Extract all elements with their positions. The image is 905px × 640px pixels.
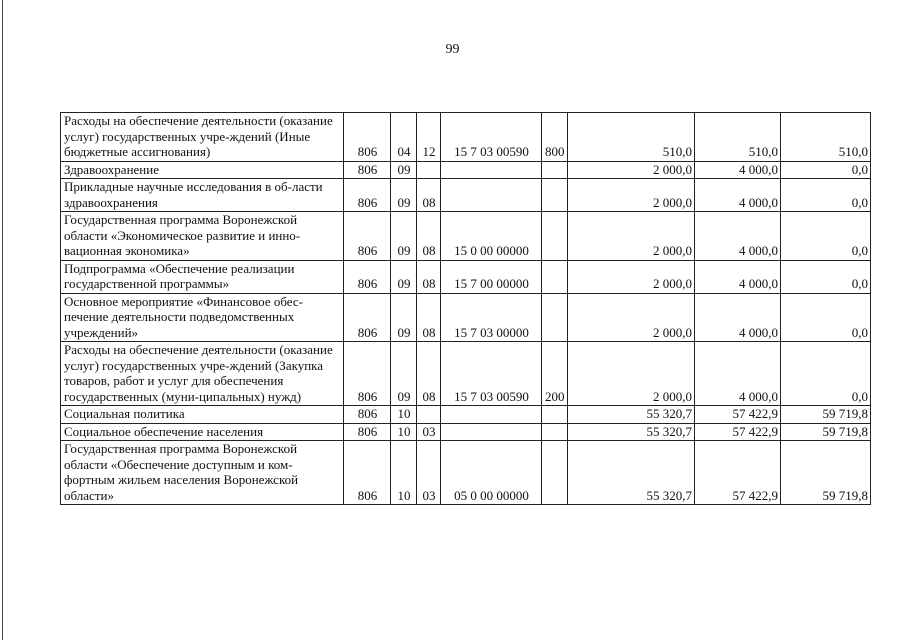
cell-subsection: 08: [417, 179, 441, 212]
cell-expense-type: [542, 423, 568, 441]
cell-section: 10: [391, 406, 417, 424]
cell-expense-type: 800: [542, 113, 568, 162]
cell-amount-2: 57 422,9: [695, 423, 781, 441]
table-body: [61, 113, 871, 505]
row-name: Государственная программа Воронежской области «Экономическое развитие и инно-вационная экономика»: [61, 212, 344, 261]
cell-section: 04: [391, 113, 417, 162]
cell-expense-type: [542, 260, 568, 293]
cell-amount-2: 4 000,0: [695, 179, 781, 212]
cell-grbs: 806: [344, 342, 391, 406]
cell-subsection: 08: [417, 293, 441, 342]
cell-grbs: 806: [344, 441, 391, 505]
cell-subsection: 08: [417, 342, 441, 406]
cell-section: 10: [391, 441, 417, 505]
table-row: [61, 406, 871, 424]
cell-amount-3: 0,0: [781, 342, 871, 406]
cell-section: 09: [391, 179, 417, 212]
table-row: [61, 113, 871, 162]
row-name: Прикладные научные исследования в об-ласти здравоохранения: [61, 179, 344, 212]
cell-grbs: 806: [344, 179, 391, 212]
cell-target-article: 15 7 03 00000: [441, 293, 542, 342]
cell-subsection: 03: [417, 441, 441, 505]
cell-expense-type: [542, 179, 568, 212]
cell-target-article: 15 7 03 00590: [441, 113, 542, 162]
row-name: Расходы на обеспечение деятельности (оказание услуг) государственных учре-ждений (Закупка товаров, работ и услуг для обеспечения государственных (муни-ципальных) нужд): [61, 342, 344, 406]
cell-target-article: 15 7 00 00000: [441, 260, 542, 293]
cell-amount-2: 510,0: [695, 113, 781, 162]
cell-amount-3: 59 719,8: [781, 441, 871, 505]
cell-amount-1: 2 000,0: [568, 293, 695, 342]
cell-grbs: 806: [344, 406, 391, 424]
page-left-edge: [2, 0, 3, 640]
cell-amount-1: 2 000,0: [568, 161, 695, 179]
table-row: [61, 260, 871, 293]
cell-amount-3: 0,0: [781, 161, 871, 179]
table-row: [61, 179, 871, 212]
row-name: Социальная политика: [61, 406, 344, 424]
cell-amount-3: 0,0: [781, 179, 871, 212]
cell-amount-1: 2 000,0: [568, 179, 695, 212]
cell-amount-3: 0,0: [781, 293, 871, 342]
cell-grbs: 806: [344, 161, 391, 179]
page-number: 99: [445, 42, 460, 57]
cell-expense-type: 200: [542, 342, 568, 406]
row-name: Подпрограмма «Обеспечение реализации государственной программы»: [61, 260, 344, 293]
cell-expense-type: [542, 406, 568, 424]
cell-target-article: 05 0 00 00000: [441, 441, 542, 505]
cell-amount-2: 4 000,0: [695, 260, 781, 293]
cell-subsection: [417, 406, 441, 424]
cell-grbs: 806: [344, 293, 391, 342]
cell-amount-3: 59 719,8: [781, 406, 871, 424]
cell-amount-2: 57 422,9: [695, 406, 781, 424]
cell-subsection: 12: [417, 113, 441, 162]
cell-amount-1: 2 000,0: [568, 342, 695, 406]
cell-amount-1: 2 000,0: [568, 212, 695, 261]
table-row: [61, 342, 871, 406]
cell-subsection: 08: [417, 212, 441, 261]
cell-target-article: 15 7 03 00590: [441, 342, 542, 406]
table-row: [61, 161, 871, 179]
cell-amount-3: 0,0: [781, 260, 871, 293]
cell-amount-2: 57 422,9: [695, 441, 781, 505]
cell-amount-3: 0,0: [781, 212, 871, 261]
cell-expense-type: [542, 441, 568, 505]
cell-target-article: [441, 161, 542, 179]
cell-subsection: 08: [417, 260, 441, 293]
cell-grbs: 806: [344, 423, 391, 441]
cell-target-article: [441, 423, 542, 441]
cell-section: 09: [391, 342, 417, 406]
cell-expense-type: [542, 161, 568, 179]
cell-amount-2: 4 000,0: [695, 212, 781, 261]
row-name: Государственная программа Воронежской области «Обеспечение доступным и ком-фортным жильем населения Воронежской области»: [61, 441, 344, 505]
cell-section: 09: [391, 212, 417, 261]
cell-amount-2: 4 000,0: [695, 293, 781, 342]
cell-amount-1: 55 320,7: [568, 406, 695, 424]
cell-expense-type: [542, 293, 568, 342]
cell-target-article: [441, 406, 542, 424]
cell-grbs: 806: [344, 260, 391, 293]
cell-amount-3: 59 719,8: [781, 423, 871, 441]
cell-amount-1: 510,0: [568, 113, 695, 162]
budget-table: [60, 112, 871, 505]
cell-amount-1: 55 320,7: [568, 423, 695, 441]
cell-section: 09: [391, 293, 417, 342]
table-row: [61, 441, 871, 505]
cell-section: 10: [391, 423, 417, 441]
table-row: [61, 423, 871, 441]
cell-amount-3: 510,0: [781, 113, 871, 162]
row-name: Расходы на обеспечение деятельности (оказание услуг) государственных учре-ждений (Иные бюджетные ассигнования): [61, 113, 344, 162]
row-name: Социальное обеспечение населения: [61, 423, 344, 441]
cell-amount-1: 55 320,7: [568, 441, 695, 505]
cell-target-article: 15 0 00 00000: [441, 212, 542, 261]
row-name: Здравоохранение: [61, 161, 344, 179]
table-row: [61, 293, 871, 342]
cell-subsection: [417, 161, 441, 179]
row-name: Основное мероприятие «Финансовое обес-печение деятельности подведомственных учреждений»: [61, 293, 344, 342]
cell-grbs: 806: [344, 113, 391, 162]
cell-amount-2: 4 000,0: [695, 161, 781, 179]
cell-amount-1: 2 000,0: [568, 260, 695, 293]
cell-target-article: [441, 179, 542, 212]
cell-amount-2: 4 000,0: [695, 342, 781, 406]
cell-subsection: 03: [417, 423, 441, 441]
cell-section: 09: [391, 161, 417, 179]
cell-grbs: 806: [344, 212, 391, 261]
cell-expense-type: [542, 212, 568, 261]
table-row: [61, 212, 871, 261]
cell-section: 09: [391, 260, 417, 293]
